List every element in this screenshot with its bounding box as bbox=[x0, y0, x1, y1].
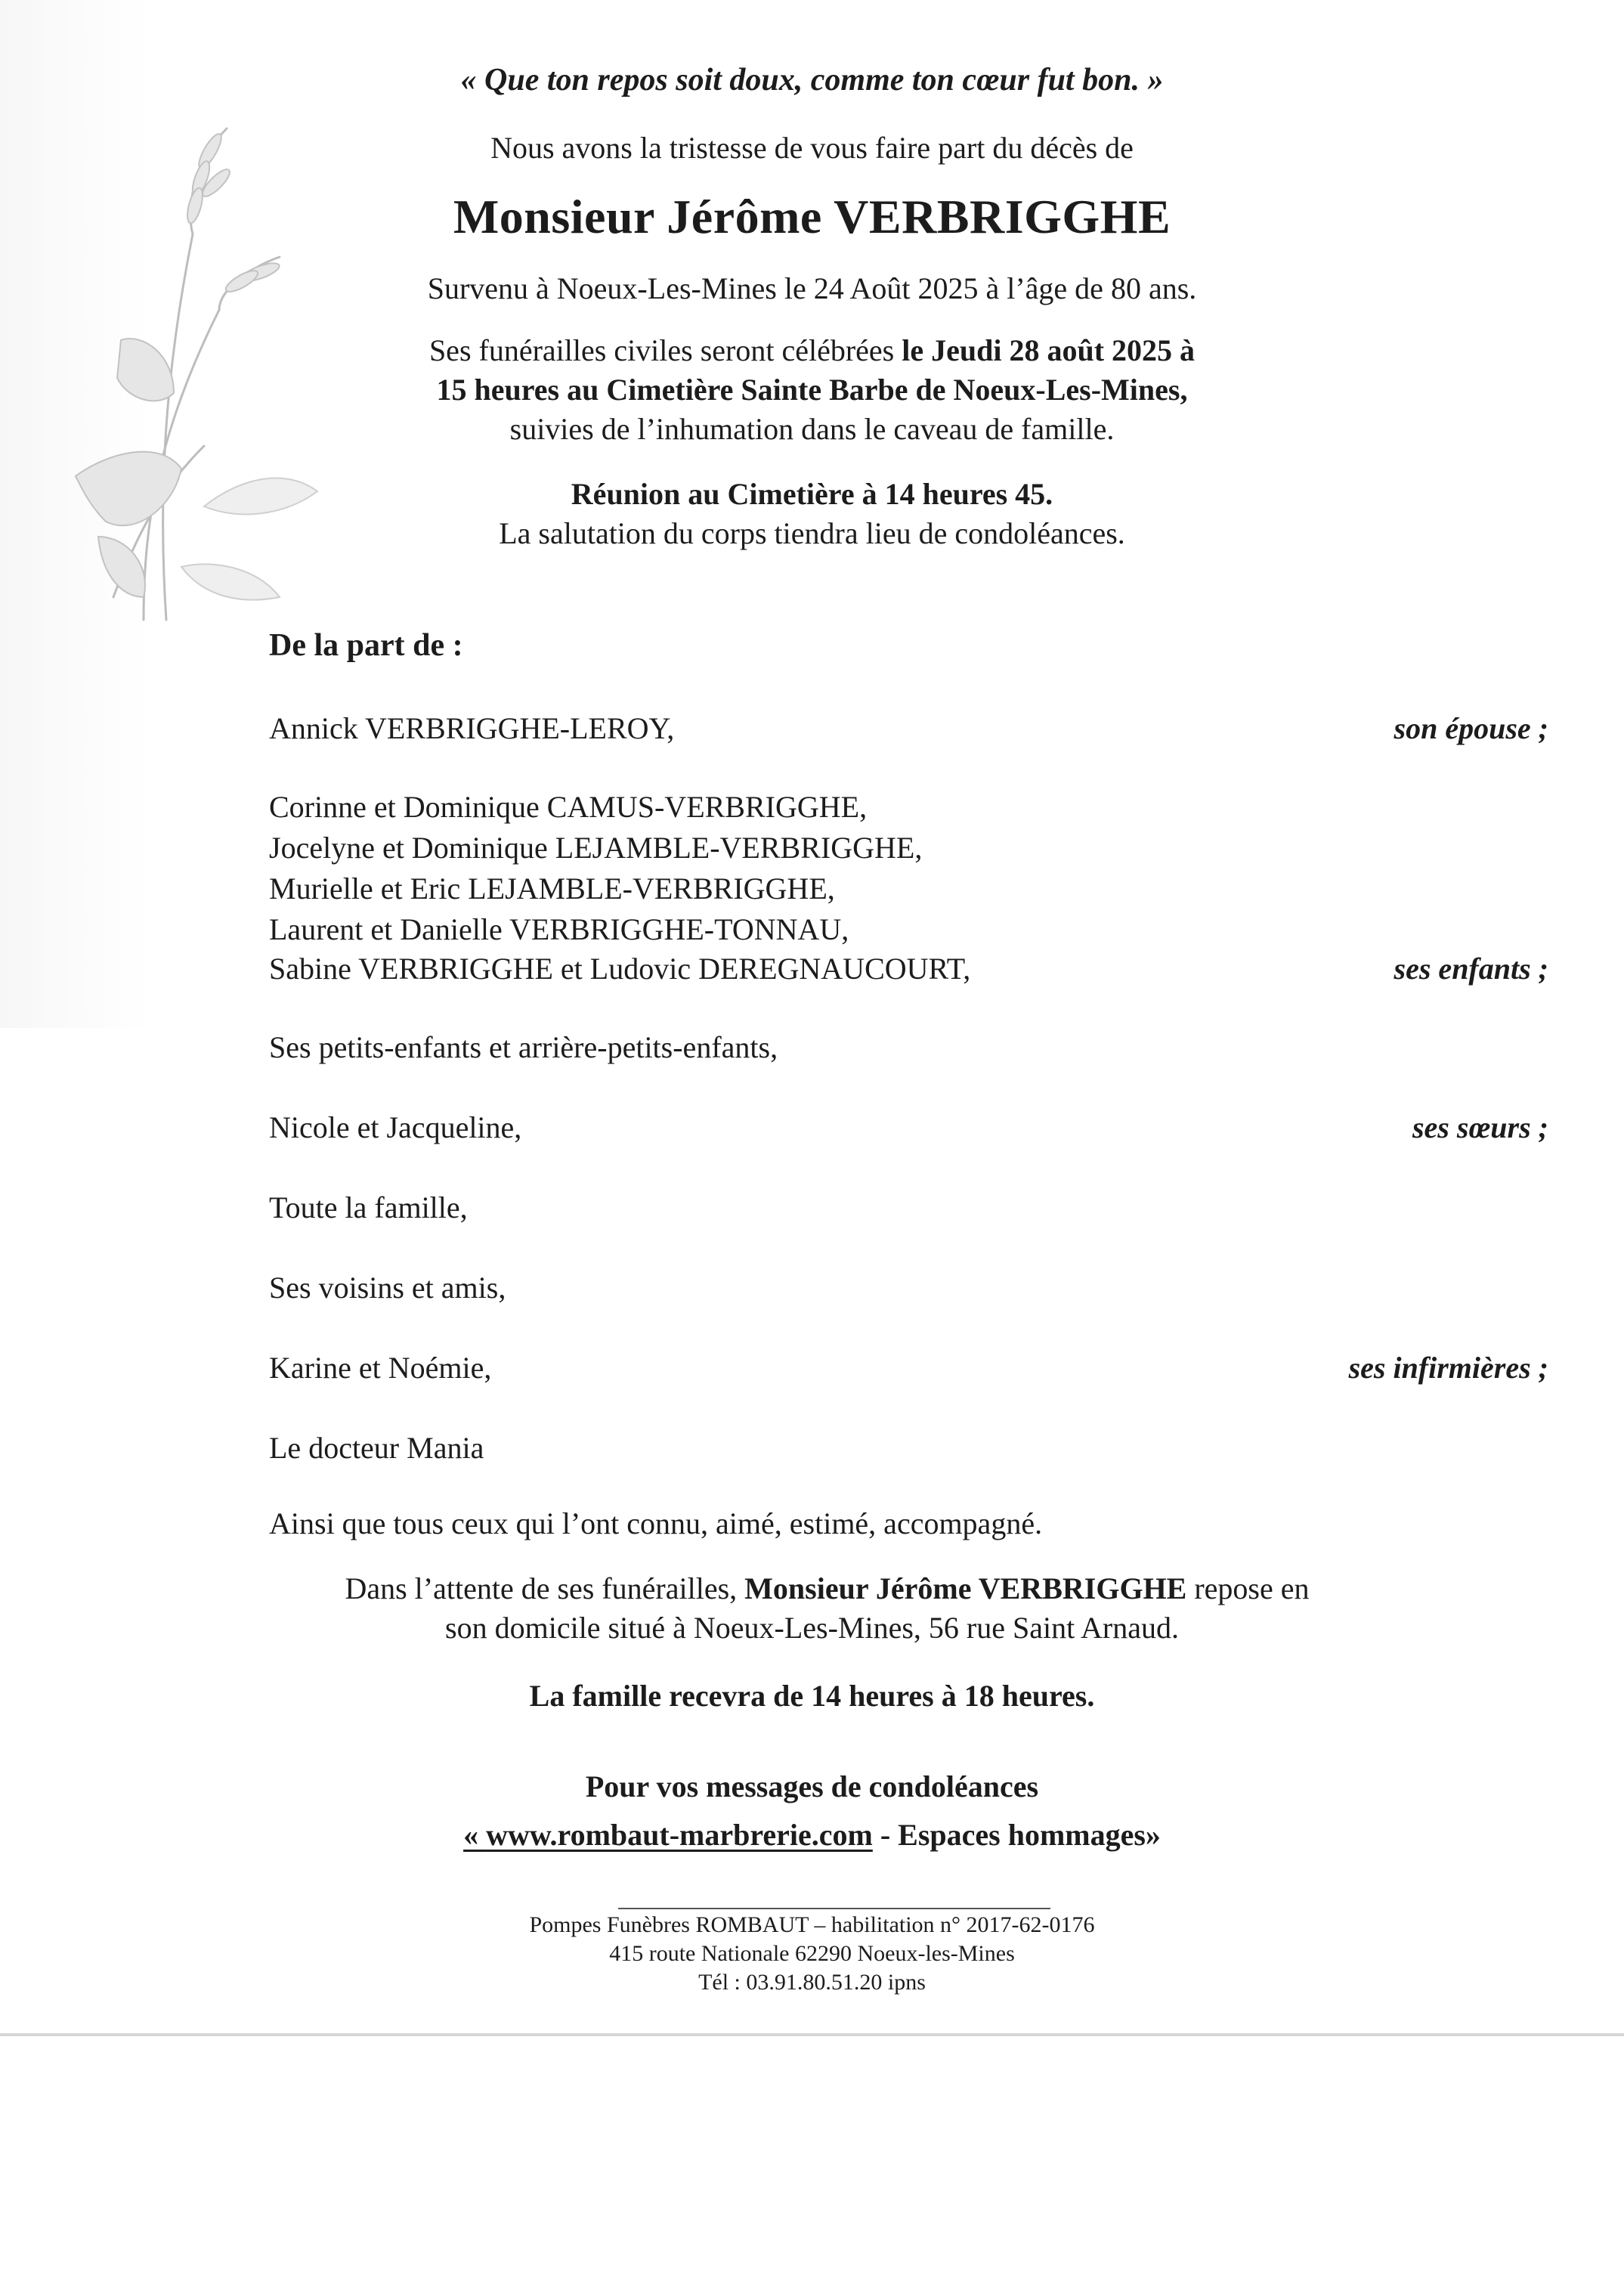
reunion-text: Réunion au Cimetière à 14 heures 45. bbox=[571, 477, 1053, 511]
footer-line-1: Pompes Funèbres ROMBAUT – habilitation n° 2017-62-0176 bbox=[529, 1912, 1095, 1937]
family-spouse: Annick VERBRIGGHE-LEROY, bbox=[269, 711, 675, 745]
footer-divider bbox=[618, 1908, 1050, 1909]
messages-link-rest: - Espaces hommages» bbox=[872, 1818, 1161, 1852]
salutation-text: La salutation du corps tiendra lieu de condoléances. bbox=[499, 516, 1125, 550]
funeral-line-1 bbox=[0, 333, 1624, 368]
rest-line-2: son domicile situé à Noeux-Les-Mines, 56 rue Saint Arnaud. bbox=[445, 1611, 1179, 1645]
family-child-1: Corinne et Dominique CAMUS-VERBRIGGHE, bbox=[269, 790, 868, 824]
family-child-4: Laurent et Danielle VERBRIGGHE-TONNAU, bbox=[269, 912, 849, 946]
rest-line-1-pre: Dans l’attente de ses funérailles, bbox=[345, 1571, 745, 1605]
messages-link-open: « bbox=[463, 1818, 487, 1852]
deceased-name-heading: Monsieur Jérôme VERBRIGGHE bbox=[453, 190, 1171, 243]
family-others: Ainsi que tous ceux qui l’ont connu, aimé, estimé, accompagné. bbox=[269, 1506, 1043, 1540]
family-grandchildren: Ses petits-enfants et arrière-petits-enfants, bbox=[269, 1030, 778, 1064]
family-doctor: Le docteur Mania bbox=[269, 1431, 484, 1465]
family-neighbors: Ses voisins et amis, bbox=[269, 1271, 506, 1305]
from-heading: De la part de : bbox=[269, 628, 463, 663]
family-nurses: Karine et Noémie, bbox=[269, 1351, 492, 1385]
relation-sisters: ses sœurs ; bbox=[1412, 1110, 1548, 1144]
family-child-3: Murielle et Eric LEJAMBLE-VERBRIGGHE, bbox=[269, 871, 835, 906]
family-sisters: Nicole et Jacqueline, bbox=[269, 1110, 522, 1144]
messages-link-line bbox=[0, 1817, 1624, 1853]
rest-line-1 bbox=[0, 1571, 1624, 1606]
intro-text: Nous avons la tristesse de vous faire part du décès de bbox=[490, 131, 1134, 165]
funeral-line-1-text: Ses funérailles civiles seront célébrées bbox=[428, 333, 902, 367]
epitaph-quote: « Que ton repos soit doux, comme ton cœur fut bon. » bbox=[460, 63, 1164, 98]
rest-line-1-name: Monsieur Jérôme VERBRIGGHE bbox=[744, 1571, 1187, 1605]
rest-line-1-post: repose en bbox=[1186, 1571, 1310, 1605]
relation-children: ses enfants ; bbox=[1394, 952, 1548, 986]
messages-heading: Pour vos messages de condoléances bbox=[585, 1769, 1039, 1803]
reception-text: La famille recevra de 14 heures à 18 heures. bbox=[529, 1679, 1095, 1713]
relation-nurses: ses infirmières ; bbox=[1348, 1351, 1548, 1385]
rombaut-website-link[interactable]: www.rombaut-marbrerie.com bbox=[486, 1818, 873, 1852]
page-bottom-edge bbox=[0, 2033, 1624, 2036]
family-child-5: Sabine VERBRIGGHE et Ludovic DEREGNAUCOURT, bbox=[269, 952, 971, 986]
footer-line-2: 415 route Nationale 62290 Noeux-les-Mines bbox=[609, 1941, 1015, 1966]
family-child-2: Jocelyne et Dominique LEJAMBLE-VERBRIGGHE, bbox=[269, 831, 923, 865]
relation-spouse: son épouse ; bbox=[1394, 711, 1548, 745]
funeral-line-2: 15 heures au Cimetière Sainte Barbe de Noeux-Les-Mines, bbox=[436, 373, 1188, 407]
death-info: Survenu à Noeux-Les-Mines le 24 Août 2025 à l’âge de 80 ans. bbox=[427, 271, 1197, 305]
funeral-date: le Jeudi 28 août 2025 à bbox=[902, 333, 1196, 367]
funeral-line-3: suivies de l’inhumation dans le caveau de famille. bbox=[509, 412, 1115, 446]
family-all: Toute la famille, bbox=[269, 1190, 468, 1224]
footer-line-3: Tél : 03.91.80.51.20 ipns bbox=[698, 1970, 926, 1995]
